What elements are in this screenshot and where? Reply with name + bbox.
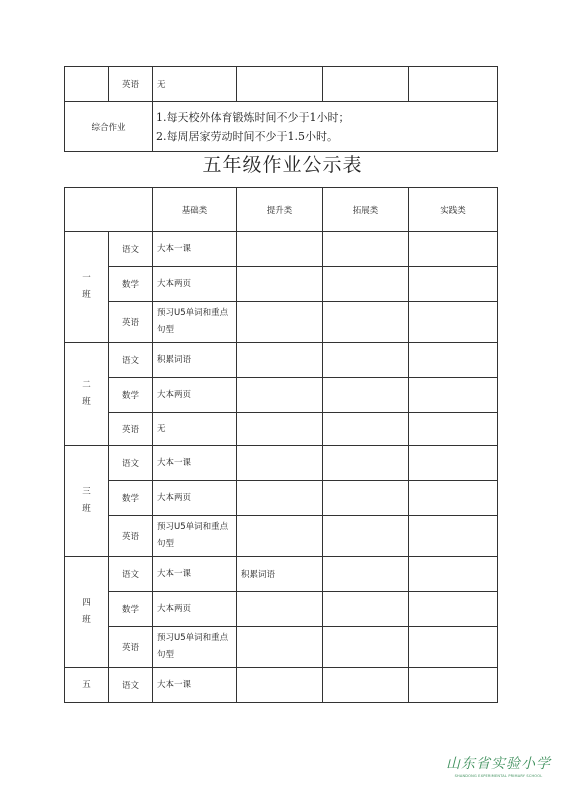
improve-cell [237, 232, 323, 267]
extend-cell [323, 668, 409, 703]
homework-table [64, 187, 498, 703]
extend-cell [323, 343, 409, 378]
practice-cell [409, 516, 498, 557]
class-name-cell [65, 557, 109, 668]
subject-cell: 语文 [109, 232, 153, 267]
improve-cell [237, 592, 323, 627]
header-improve: 提升类 [237, 188, 323, 232]
class-name-char: 五 [82, 679, 91, 690]
practice-cell [409, 446, 498, 481]
subject-cell: 英语 [109, 627, 153, 668]
table-row [65, 232, 498, 267]
table-row [65, 267, 498, 302]
practice-cell [409, 481, 498, 516]
extend-cell [323, 557, 409, 592]
basic-cell: 大本一课 [153, 668, 237, 703]
table-row [65, 102, 498, 152]
basic-cell: 预习U5单词和重点句型 [153, 627, 237, 668]
table-row [65, 446, 498, 481]
subject-cell: 语文 [109, 343, 153, 378]
extend-cell [323, 378, 409, 413]
extend-cell [323, 481, 409, 516]
practice-cell [409, 413, 498, 446]
table-row [65, 413, 498, 446]
class-name-cell [65, 446, 109, 557]
class-name-char: 班 [82, 615, 91, 625]
table-row [65, 592, 498, 627]
extend-cell [323, 592, 409, 627]
subject-cell: 英语 [109, 302, 153, 343]
basic-cell: 大本一课 [153, 232, 237, 267]
comprehensive-line: 1.每天校外体育锻炼时间不少于1小时； [156, 110, 350, 124]
practice-cell [409, 627, 498, 668]
class-name-char: 一 [82, 273, 91, 283]
practice-cell [409, 67, 498, 102]
class-name-char: 四 [82, 598, 91, 608]
subject-cell: 英语 [109, 413, 153, 446]
school-subtitle: SHANDONG EXPERIMENTAL PRIMARY SCHOOL [454, 774, 543, 778]
subject-cell: 数学 [109, 592, 153, 627]
header-row [65, 188, 498, 232]
subject-cell: 数学 [109, 481, 153, 516]
basic-cell: 大本两页 [153, 267, 237, 302]
subject-cell: 数学 [109, 378, 153, 413]
table-row [65, 516, 498, 557]
class-name-char: 三 [82, 487, 91, 497]
class-name-char: 二 [82, 380, 91, 390]
school-name: 山东省实验小学 [446, 756, 551, 772]
class-name-char: 班 [82, 397, 91, 407]
table-row [65, 668, 498, 703]
page-title: 五年级作业公示表 [202, 154, 363, 176]
class-name-char: 班 [82, 290, 91, 300]
empty-cell [65, 67, 109, 102]
comprehensive-content [153, 102, 498, 152]
practice-cell [409, 302, 498, 343]
improve-cell [237, 516, 323, 557]
improve-cell [237, 67, 323, 102]
extend-cell [323, 232, 409, 267]
subject-cell: 数学 [109, 267, 153, 302]
basic-cell: 大本两页 [153, 592, 237, 627]
improve-cell [237, 302, 323, 343]
improve-cell [237, 267, 323, 302]
previous-grade-table [64, 66, 498, 152]
subject-cell: 英语 [109, 516, 153, 557]
practice-cell [409, 668, 498, 703]
basic-cell: 预习U5单词和重点句型 [153, 302, 237, 343]
subject-cell: 语文 [109, 668, 153, 703]
extend-cell [323, 627, 409, 668]
subject-cell: 语文 [109, 557, 153, 592]
school-logo [446, 753, 551, 778]
improve-cell [237, 446, 323, 481]
improve-cell: 积累词语 [237, 557, 323, 592]
class-name-char: 班 [82, 504, 91, 514]
basic-cell: 积累词语 [153, 343, 237, 378]
table-row [65, 343, 498, 378]
improve-cell [237, 413, 323, 446]
practice-cell [409, 232, 498, 267]
subject-cell: 语文 [109, 446, 153, 481]
table-row [65, 627, 498, 668]
practice-cell [409, 557, 498, 592]
header-practice: 实践类 [409, 188, 498, 232]
table-row [65, 557, 498, 592]
extend-cell [323, 446, 409, 481]
improve-cell [237, 343, 323, 378]
extend-cell [323, 413, 409, 446]
basic-cell: 预习U5单词和重点句型 [153, 516, 237, 557]
class-name-cell [65, 232, 109, 343]
improve-cell [237, 481, 323, 516]
basic-cell: 无 [153, 413, 237, 446]
table-row [65, 67, 498, 102]
basic-cell: 大本一课 [153, 446, 237, 481]
improve-cell [237, 668, 323, 703]
subject-cell: 英语 [109, 67, 153, 102]
practice-cell [409, 343, 498, 378]
table-row [65, 378, 498, 413]
extend-cell [323, 302, 409, 343]
basic-cell: 大本两页 [153, 481, 237, 516]
improve-cell [237, 627, 323, 668]
header-extend: 拓展类 [323, 188, 409, 232]
basic-cell: 大本两页 [153, 378, 237, 413]
extend-cell [323, 516, 409, 557]
comprehensive-label: 综合作业 [65, 102, 153, 152]
basic-cell: 大本一课 [153, 557, 237, 592]
extend-cell [323, 267, 409, 302]
header-basic: 基础类 [153, 188, 237, 232]
comprehensive-line: 2.每周居家劳动时间不少于1.5小时。 [156, 129, 338, 143]
header-corner-cell [65, 188, 153, 232]
class-name-cell [65, 668, 109, 703]
improve-cell [237, 378, 323, 413]
basic-cell: 无 [153, 67, 237, 102]
practice-cell [409, 267, 498, 302]
class-name-cell [65, 343, 109, 446]
table-row [65, 481, 498, 516]
practice-cell [409, 378, 498, 413]
table-row [65, 302, 498, 343]
practice-cell [409, 592, 498, 627]
extend-cell [323, 67, 409, 102]
